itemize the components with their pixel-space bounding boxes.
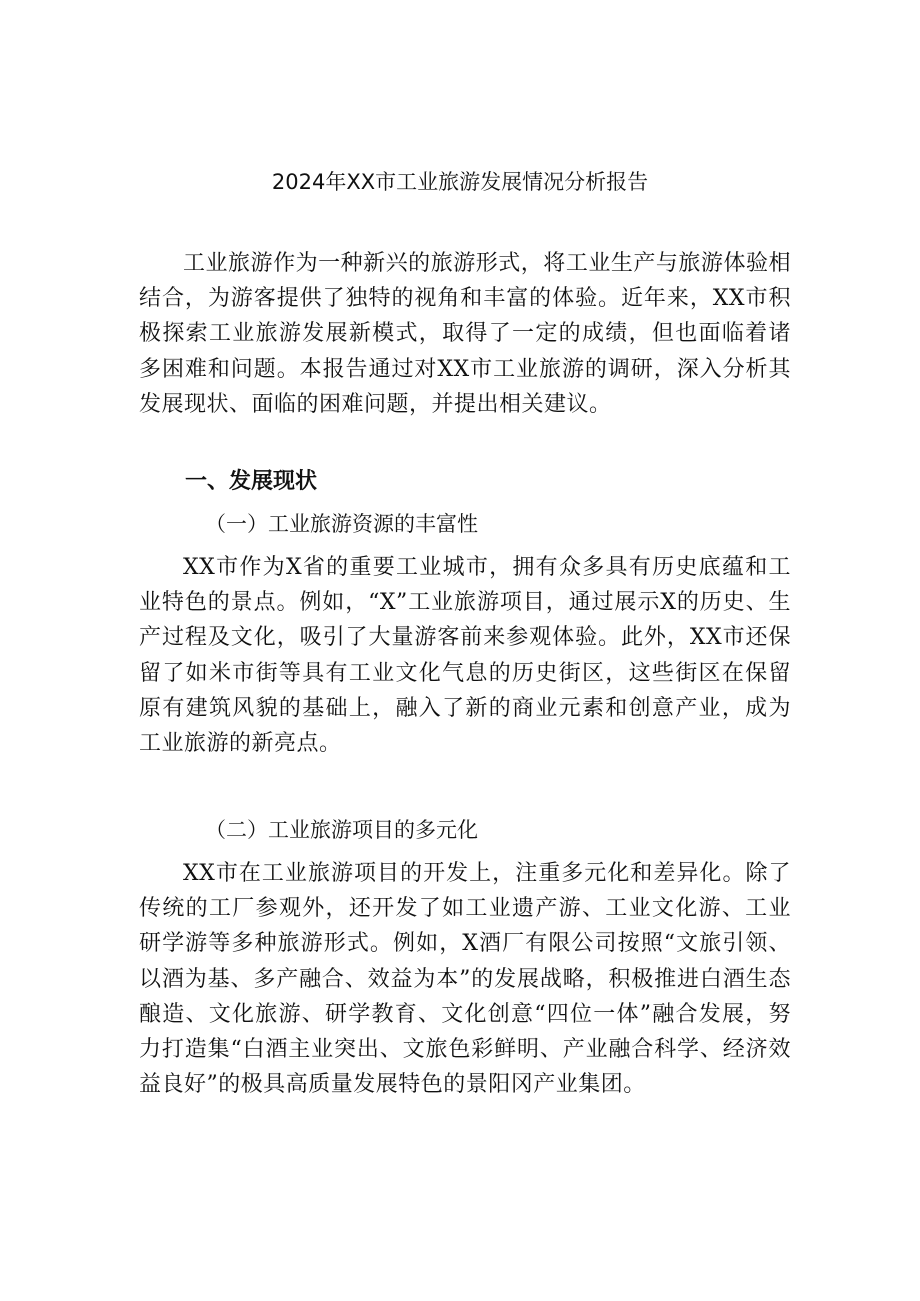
intro-paragraph: 工业旅游作为一种新兴的旅游形式，将工业生产与旅游体验相结合，为游客提供了独特的视角和丰富的体验。近年来，XX市积极探索工业旅游发展新模式，取得了一定的成绩，但也面临着诸多困难和问题。本报告通过对XX市工业旅游的调研，深入分析其发展现状、面临的困难问题，并提出相关建议。 xyxy=(139,251,791,417)
section-heading-development-status: 一、发展现状 xyxy=(185,469,318,494)
diversification-paragraph: XX市在工业旅游项目的开发上，注重多元化和差异化。除了传统的工厂参观外，还开发了如工业遗产游、工业文化游、工业研学游等多种旅游形式。例如，X酒厂有限公司按照“文旅引领、以酒为基、多产融合、效益为本”的发展战略，积极推进白酒生态酿造、文化旅游、研学教育、文化创意“四位一体”融合发展，努力打造集“白酒主业突出、文旅色彩鲜明、产业融合科学、经济效益良好”的极具高质量发展特色的景阳冈产业集团。 xyxy=(139,861,791,1098)
document-title: 2024年XX市工业旅游发展情况分析报告 xyxy=(271,170,649,194)
subsection-heading-resources: （一）工业旅游资源的丰富性 xyxy=(205,512,478,536)
subsection-heading-diversification: （二）工业旅游项目的多元化 xyxy=(205,818,478,842)
resources-paragraph: XX市作为X省的重要工业城市，拥有众多具有历史底蕴和工业特色的景点。例如，“X”工业旅游项目，通过展示X的历史、生产过程及文化，吸引了大量游客前来参观体验。此外，XX市还保留了如米市街等具有工业文化气息的历史街区，这些街区在保留原有建筑风貌的基础上，融入了新的商业元素和创意产业，成为工业旅游的新亮点。 xyxy=(139,555,791,757)
